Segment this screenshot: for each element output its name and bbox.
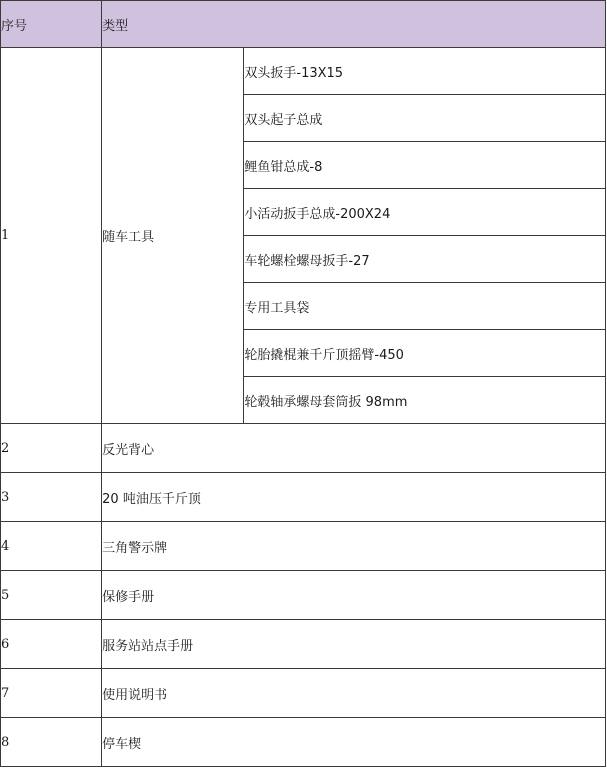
table-row — [1, 522, 606, 571]
table-row — [1, 473, 606, 522]
row-index: 5 — [1, 571, 102, 620]
group-name: 随车工具 — [102, 48, 244, 424]
row-index: 2 — [1, 424, 102, 473]
header-type: 类型 — [102, 1, 606, 48]
group-index: 1 — [1, 48, 102, 424]
table-row — [1, 669, 606, 718]
row-name: 保修手册 — [102, 571, 606, 620]
group-item: 车轮螺栓螺母扳手-27 — [244, 236, 606, 283]
group-item: 小活动扳手总成-200X24 — [244, 189, 606, 236]
row-index: 7 — [1, 669, 102, 718]
row-index: 6 — [1, 620, 102, 669]
row-name: 服务站站点手册 — [102, 620, 606, 669]
row-index: 8 — [1, 718, 102, 767]
row-name: 反光背心 — [102, 424, 606, 473]
group-item: 鲤鱼钳总成-8 — [244, 142, 606, 189]
row-name: 20 吨油压千斤顶 — [102, 473, 606, 522]
row-name: 三角警示牌 — [102, 522, 606, 571]
group-row — [1, 48, 606, 95]
group-item: 轮毂轴承螺母套筒扳 98mm — [244, 377, 606, 424]
table-row — [1, 424, 606, 473]
row-index: 3 — [1, 473, 102, 522]
table-row — [1, 620, 606, 669]
row-name: 停车楔 — [102, 718, 606, 767]
row-name: 使用说明书 — [102, 669, 606, 718]
header-row — [1, 1, 606, 48]
group-item: 轮胎撬棍兼千斤顶摇臂-450 — [244, 330, 606, 377]
header-index: 序号 — [1, 1, 102, 48]
table-row — [1, 571, 606, 620]
row-index: 4 — [1, 522, 102, 571]
group-item: 双头扳手-13X15 — [244, 48, 606, 95]
group-item: 专用工具袋 — [244, 283, 606, 330]
group-item: 双头起子总成 — [244, 95, 606, 142]
table-row — [1, 718, 606, 767]
